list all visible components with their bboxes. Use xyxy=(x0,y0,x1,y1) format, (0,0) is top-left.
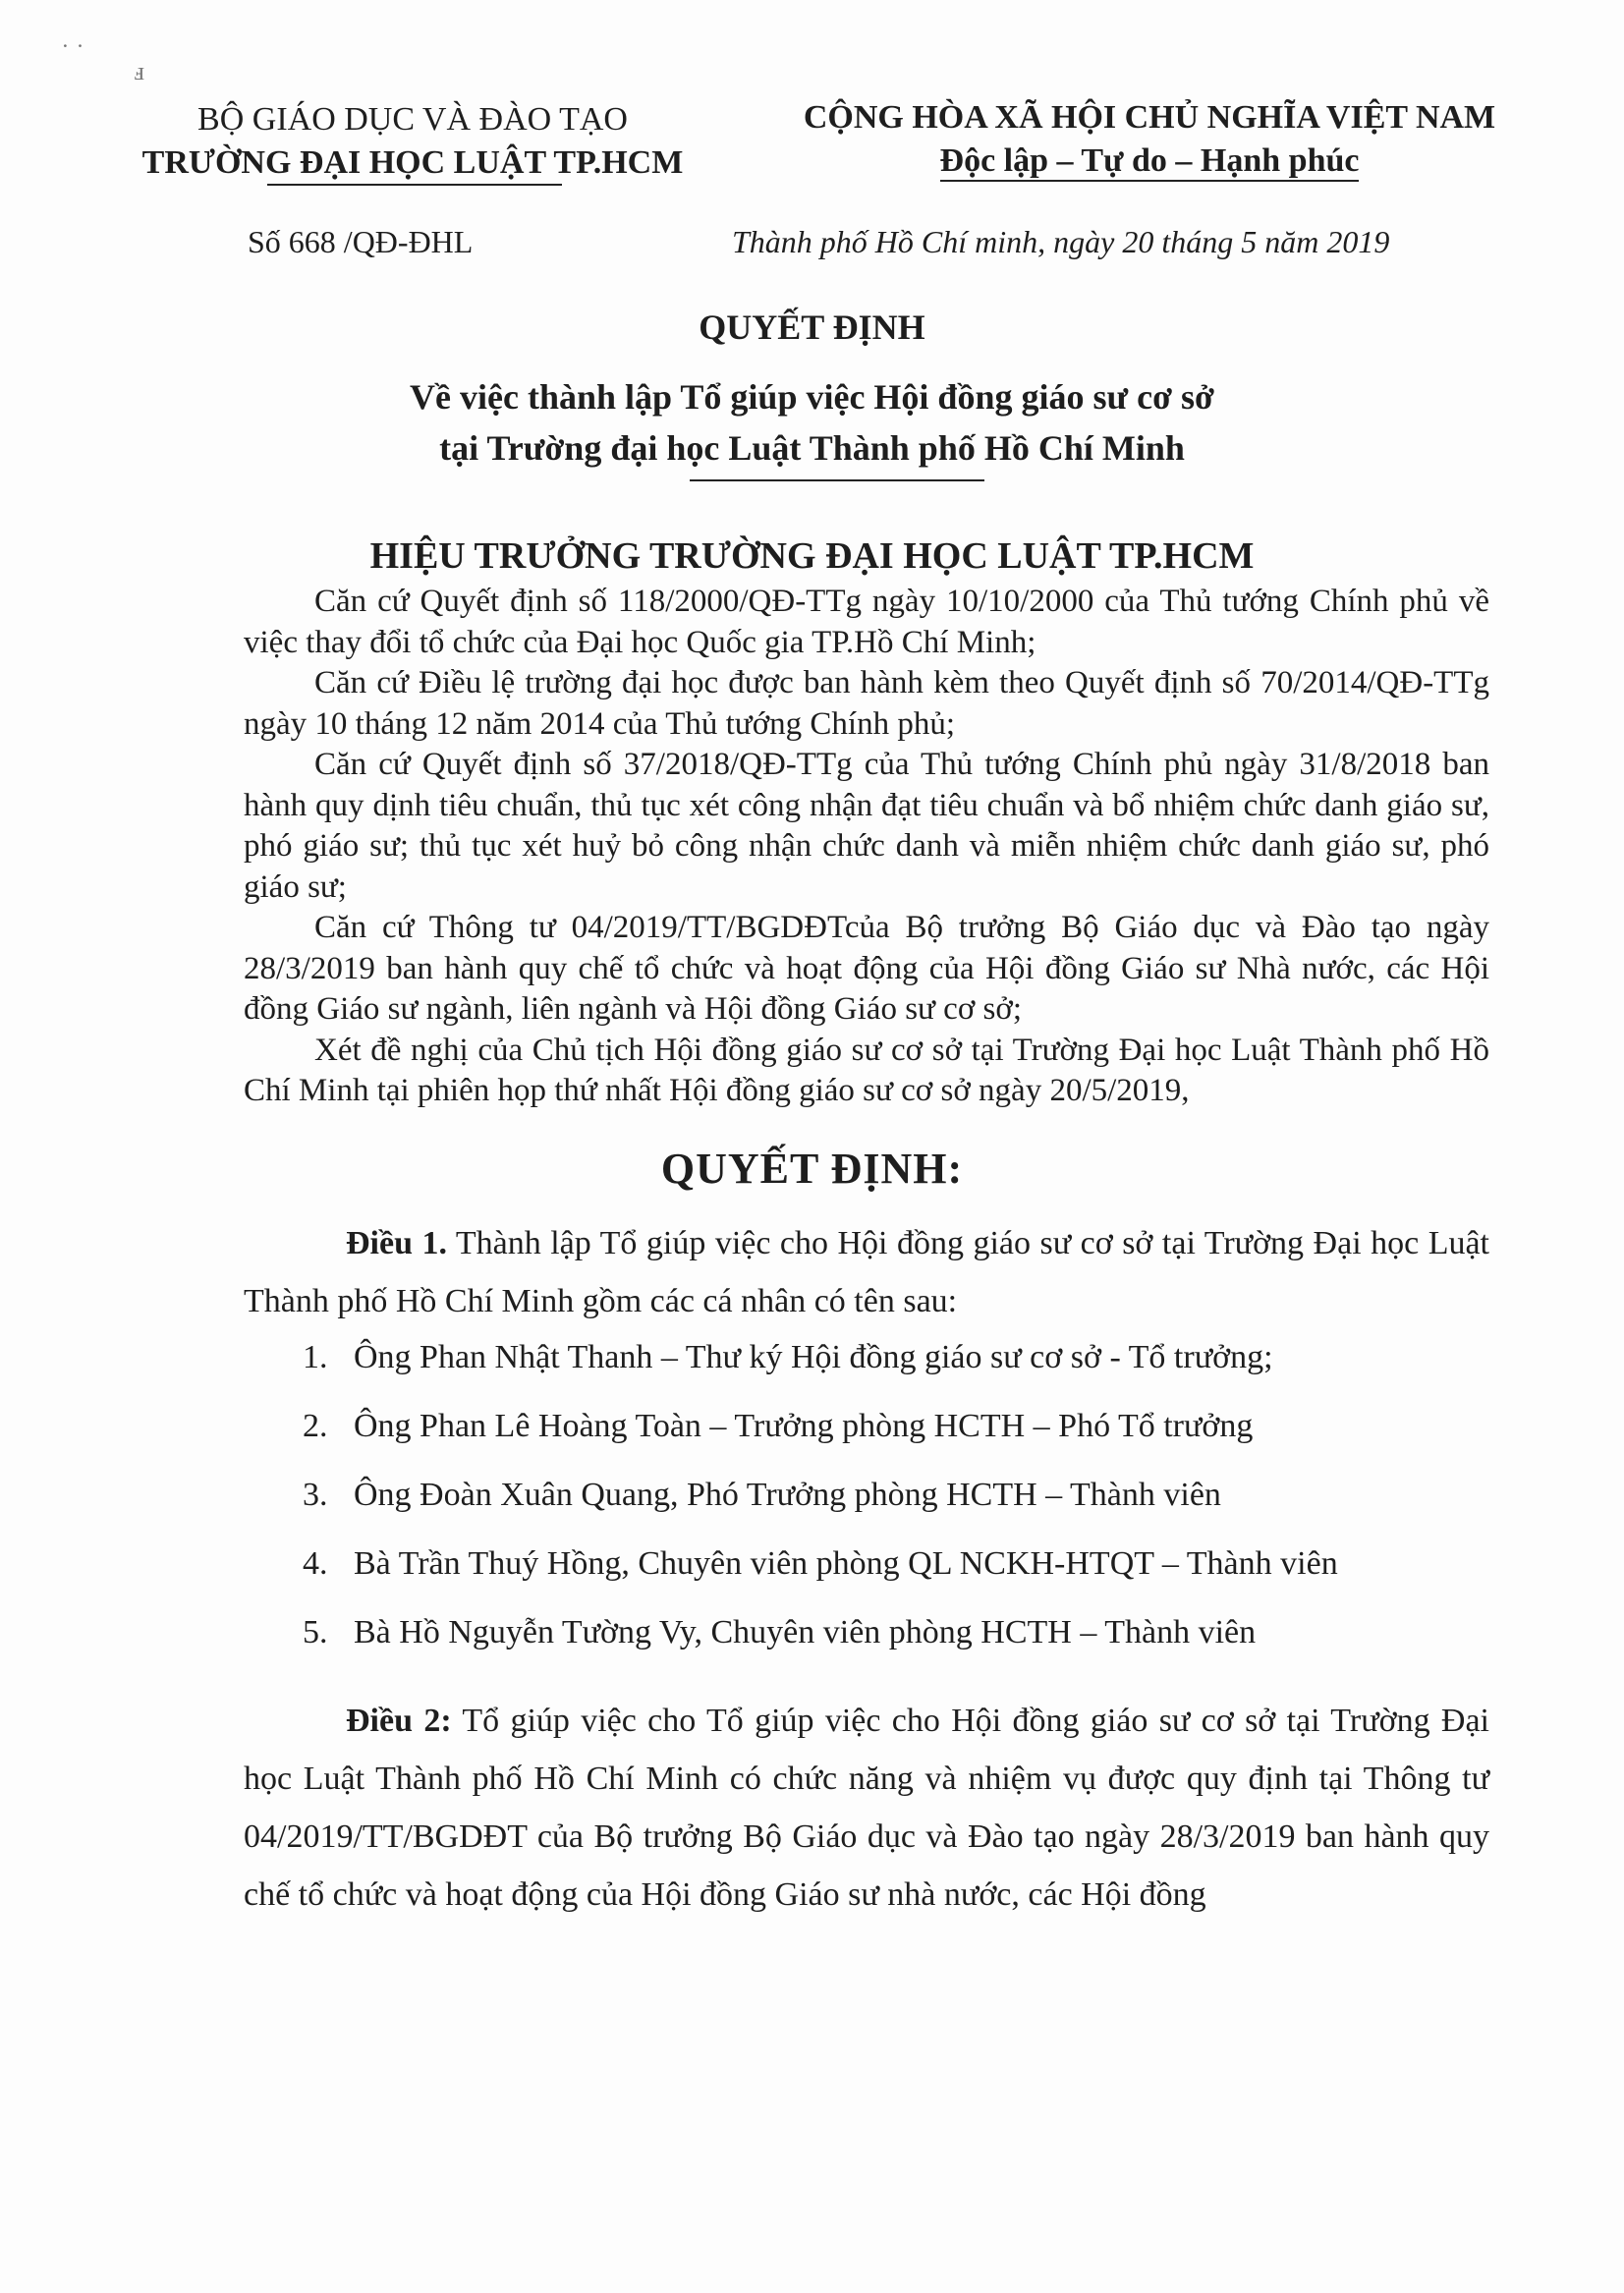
ground-paragraph: Căn cứ Quyết định số 37/2018/QĐ-TTg của Thủ tướng Chính phủ ngày 31/8/2018 ban hành quy dịnh tiêu chuẩn, thủ tục xét công nhận đạt tiêu chuẩn và bổ nhiệm chức danh giáo sư, phó giáo sư; thủ tục xét huỷ bỏ công nhận chức danh và miễn nhiệm chức danh giáo sư, phó giáo sư; xyxy=(244,747,1489,905)
member-text: Ông Phan Nhật Thanh – Thư ký Hội đồng giáo sư cơ sở - Tổ trưởng; xyxy=(354,1339,1273,1375)
article-2-text: Tổ giúp việc cho Tổ giúp việc cho Hội đồng giáo sư cơ sở tại Trường Đại học Luật Thành phố Hồ Chí Minh có chức năng và nhiệm vụ được quy định tại Thông tư 04/2019/TT/BGDĐT của Bộ trưởng Bộ Giáo dục và Đào tạo ngày 28/3/2019 ban hành quy chế tổ chức và hoạt động của Hội đồng Giáo sư nhà nước, các Hội đồng xyxy=(244,1703,1490,1913)
document-subject xyxy=(0,371,1624,474)
header-left xyxy=(138,98,688,185)
ministry-name: BỘ GIÁO DỤC VÀ ĐÀO TẠO xyxy=(197,101,628,138)
ground-paragraph: Căn cứ Thông tư 04/2019/TT/BGDĐTcủa Bộ trưởng Bộ Giáo dục và Đào tạo ngày 28/3/2019 ban hành quy chế tổ chức và hoạt động của Hội đồng Giáo sư Nhà nước, các Hội đồng Giáo sư ngành, liên ngành và Hội đồng Giáo sư cơ sở; xyxy=(244,910,1489,1027)
list-number: 4. xyxy=(303,1545,328,1582)
scan-speck-mark: ⅎ xyxy=(134,57,144,85)
list-number: 2. xyxy=(303,1408,328,1444)
subject-line-2: tại Trường đại học Luật Thành phố Hồ Chí Minh xyxy=(439,428,1185,468)
document-number: Số 668 /QĐ-ĐHL xyxy=(248,224,474,259)
member-text: Ông Đoàn Xuân Quang, Phó Trưởng phòng HCTH – Thành viên xyxy=(354,1477,1221,1513)
article-1-text: Thành lập Tổ giúp việc cho Hội đồng giáo sư cơ sở tại Trường Đại học Luật Thành phố Hồ Chí Minh gồm các cá nhân có tên sau: xyxy=(244,1225,1490,1319)
member-text: Bà Hồ Nguyễn Tường Vy, Chuyên viên phòng HCTH – Thành viên xyxy=(354,1614,1257,1650)
ground-paragraph: Xét đề nghị của Chủ tịch Hội đồng giáo sư cơ sở tại Trường Đại học Luật Thành phố Hồ Chí Minh tại phiên họp thứ nhất Hội đồng giáo sư cơ sở ngày 20/5/2019, xyxy=(244,1032,1489,1108)
list-number: 3. xyxy=(303,1477,328,1513)
member-list xyxy=(303,1330,1482,1674)
place-and-date: Thành phố Hồ Chí minh, ngày 20 tháng 5 năm 2019 xyxy=(732,224,1390,259)
article-2-label: Điều 2: xyxy=(346,1703,452,1739)
list-number: 1. xyxy=(303,1339,328,1375)
list-item xyxy=(303,1399,1482,1468)
subject-line-1: Về việc thành lập Tổ giúp việc Hội đồng giáo sư cơ sở xyxy=(410,377,1214,417)
article-1-label: Điều 1. xyxy=(346,1225,447,1261)
ground-paragraph: Căn cứ Quyết định số 118/2000/QĐ-TTg ngày 10/10/2000 của Thủ tướng Chính phủ về việc thay đổi tổ chức của Đại học Quốc gia TP.Hồ Chí Minh; xyxy=(244,584,1489,660)
article-1 xyxy=(244,1214,1489,1330)
decision-heading: QUYẾT ĐỊNH: xyxy=(660,1145,964,1193)
list-item xyxy=(303,1605,1482,1674)
issuing-authority: HIỆU TRƯỞNG TRƯỜNG ĐẠI HỌC LUẬT TP.HCM xyxy=(369,535,1255,577)
header-right xyxy=(756,96,1542,183)
document-type-title: QUYẾT ĐỊNH xyxy=(699,308,925,347)
national-motto: Độc lập – Tự do – Hạnh phúc xyxy=(940,142,1360,182)
list-number: 5. xyxy=(303,1614,328,1650)
country-name: CỘNG HÒA XÃ HỘI CHỦ NGHĨA VIỆT NAM xyxy=(803,99,1496,136)
list-item xyxy=(303,1330,1482,1399)
article-2 xyxy=(244,1692,1489,1924)
subject-divider xyxy=(690,479,984,481)
member-text: Bà Trần Thuý Hồng, Chuyên viên phòng QL NCKH-HTQT – Thành viên xyxy=(354,1545,1338,1582)
member-text: Ông Phan Lê Hoàng Toàn – Trưởng phòng HCTH – Phó Tổ trưởng xyxy=(354,1408,1254,1444)
scan-speck-mark: ˙ ˙ xyxy=(61,39,84,68)
header-left-underline xyxy=(267,184,562,186)
list-item xyxy=(303,1537,1482,1605)
university-name: TRƯỜNG ĐẠI HỌC LUẬT TP.HCM xyxy=(141,144,684,181)
ground-paragraph: Căn cứ Điều lệ trường đại học được ban hành kèm theo Quyết định số 70/2014/QĐ-TTg ngày 10 tháng 12 năm 2014 của Thủ tướng Chính phủ; xyxy=(244,665,1489,742)
list-item xyxy=(303,1468,1482,1537)
legal-grounds xyxy=(244,582,1489,1112)
